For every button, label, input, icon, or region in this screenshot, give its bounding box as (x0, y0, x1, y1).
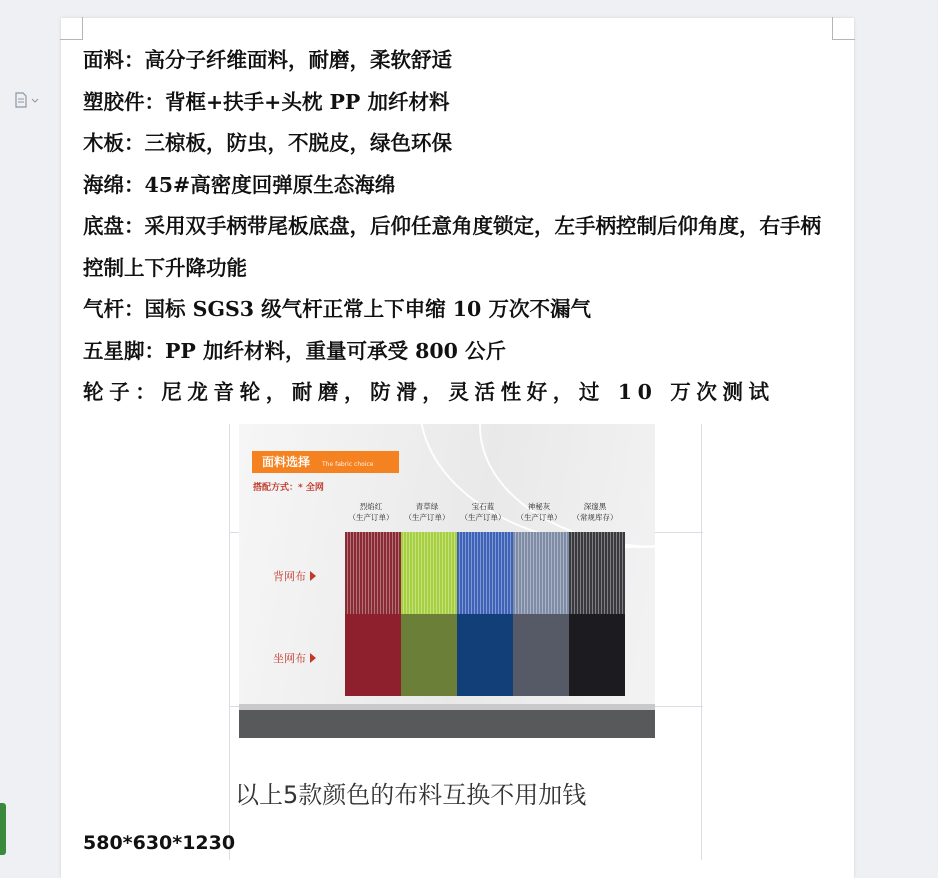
color-name: 神秘灰 （生产订单） (516, 502, 562, 522)
table-guide-left (229, 424, 230, 860)
spec-paragraph-gas-lift: 气杆：国标 SGS3 级气杆正常上下申缩 10 万次不漏气 (83, 297, 591, 321)
seat-mesh-swatch (345, 614, 401, 696)
back-mesh-label: 背网布 (273, 568, 316, 584)
side-panel-tab[interactable] (0, 803, 6, 855)
spec-paragraph-plastic: 塑胶件：背框+扶手+头枕 PP 加纤材料 (83, 89, 450, 114)
spec-paragraph-star-base: 五星脚：PP 加纤材料，重量可承受 800 公斤 (83, 338, 507, 363)
spec-paragraph-wheels: 轮子：尼龙音轮，耐磨，防滑，灵活性好，过 10 万次测试 (83, 380, 775, 404)
spec-paragraph-chassis: 底盘：采用双手柄带尾板底盘，后仰任意角度锁定，左手柄控制后仰角度，右手柄控制上下升降功能 (83, 214, 821, 280)
image-bottom-bar (239, 710, 655, 738)
fabric-choice-tag: 面料选择 The fabric choice (252, 451, 399, 473)
seat-mesh-swatch (457, 614, 513, 696)
back-mesh-swatch (513, 532, 569, 614)
arrow-right-icon (310, 653, 316, 663)
spec-paragraph-sponge: 海绵：45#高密度回弹原生态海绵 (83, 172, 396, 197)
document-page (61, 18, 854, 878)
spec-paragraph-wood: 木板：三椋板，防虫，不脱皮，绿色环保 (83, 131, 452, 155)
table-guide-right (701, 424, 702, 860)
seat-mesh-swatch (513, 614, 569, 696)
fabric-choice-image (239, 424, 655, 738)
seat-mesh-swatch (401, 614, 457, 696)
seat-mesh-swatch (569, 614, 625, 696)
back-mesh-swatch (569, 532, 625, 614)
spec-paragraph-fabric: 面料：高分子纤维面料，耐磨，柔软舒适 (83, 48, 452, 72)
margin-corner-top-right (832, 17, 855, 40)
arrow-right-icon (310, 571, 316, 581)
color-name: 深邃黑 （常规库存） (572, 502, 618, 522)
back-mesh-swatch (345, 532, 401, 614)
seat-mesh-label: 坐网布 (273, 650, 316, 666)
fabric-caption: 以上5款颜色的布料互换不用加钱 (235, 781, 587, 809)
dimensions-text: 580*630*1230 (83, 832, 236, 854)
color-name: 青草绿 （生产订单） (404, 502, 450, 522)
decor-arc (479, 424, 655, 548)
margin-corner-top-left (60, 17, 83, 40)
color-name: 宝石蓝 （生产订单） (460, 502, 506, 522)
back-mesh-swatch (401, 532, 457, 614)
spec-text (83, 40, 835, 414)
document-icon[interactable] (14, 92, 40, 108)
color-name: 烈焰红 （生产订单） (348, 502, 394, 522)
fabric-method-label: 搭配方式：* 全网 (253, 483, 324, 493)
back-mesh-swatch (457, 532, 513, 614)
